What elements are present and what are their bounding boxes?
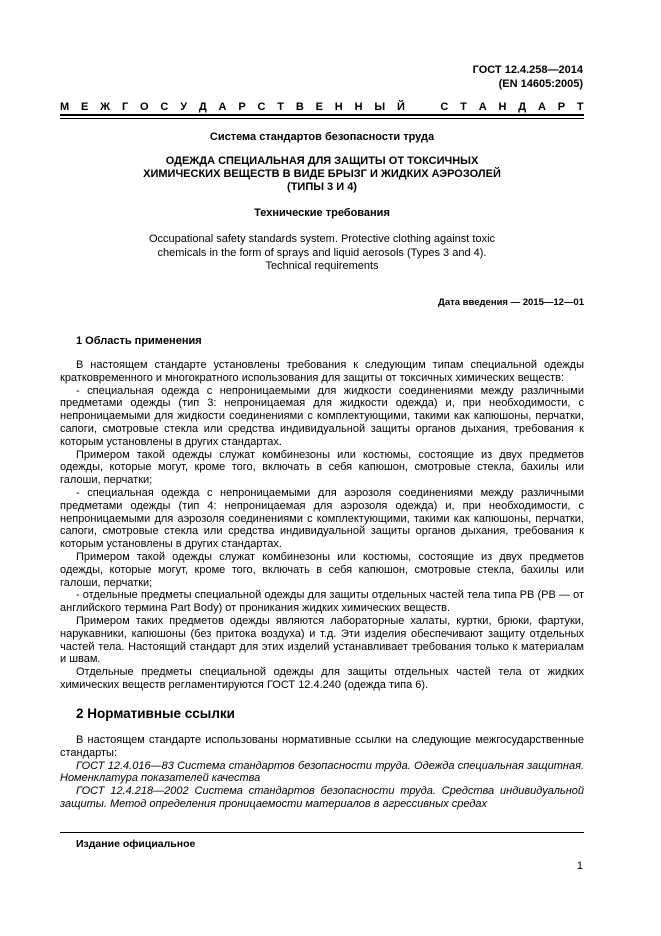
main-title-line: ОДЕЖДА СПЕЦИАЛЬНАЯ ДЛЯ ЗАЩИТЫ ОТ ТОКСИЧНЫХ (165, 155, 479, 167)
banner-letter: Ы (374, 101, 386, 113)
footer-rule (60, 832, 584, 833)
banner-letter: Т (277, 101, 285, 113)
main-title (60, 155, 584, 194)
section-2-body (60, 734, 584, 811)
banner-letter: А (537, 101, 546, 113)
standard-code: ГОСТ 12.4.258—2014 (472, 64, 583, 76)
banner-letter: Е (81, 101, 89, 113)
banner-letter: С (440, 101, 449, 113)
paragraph: В настоящем стандарте использованы нормативные ссылки на следующие межгосударственные стандарты: (60, 734, 584, 759)
banner-letter: Д (198, 101, 207, 113)
english-title-line: chemicals in the form of sprays and liquid aerosols (Types 3 and 4). (157, 246, 487, 259)
banner-letter: А (218, 101, 227, 113)
reference-item: ГОСТ 12.4.218—2002 Система стандартов безопасности труда. Средства индивидуальной защиты. Метод определения проницаемости материалов в агрессивных средах (60, 785, 584, 810)
paragraph: - специальная одежда с непроницаемыми для аэрозоля соединениями между различными предметами одежды (тип 4: непроницаемая для аэрозоля одежда) и, при необходимости, с непроницаемыми для аэрозоля соединениями с комплектующими, такими как капюшоны, перчатки, сапоги, смотровые стекла или средства индивидуальной защиты органов дыхания, требования к которым установлены в других стандартах. (60, 486, 584, 551)
introduction-date: Дата введения — 2015—12—01 (438, 297, 584, 308)
system-title: Система стандартов безопасности труда (209, 131, 435, 143)
english-title-line: Occupational safety standards system. Protective clothing against toxic (148, 233, 496, 245)
official-edition-label: Издание официальное (76, 838, 196, 850)
banner-letter: Ж (100, 101, 111, 113)
banner-letter: Г (121, 101, 129, 113)
banner-letter: Д (518, 101, 527, 113)
english-title-line: Technical requirements (265, 260, 379, 272)
reference-item: ГОСТ 12.4.016—83 Система стандартов безопасности труда. Одежда специальная защитная. Номенклатура показателей качества (60, 759, 584, 785)
page-number: 1 (576, 860, 583, 872)
banner-letter: А (478, 101, 487, 113)
banner-letter: М (60, 101, 70, 113)
section-2-heading: 2 Нормативные ссылки (76, 706, 235, 721)
banner-letter: Й (396, 101, 405, 113)
banner-letter: У (180, 101, 188, 113)
banner-letter: Р (238, 101, 246, 113)
header-rule-thin (60, 118, 584, 119)
paragraph: Отдельные предметы специальной одежды для защиты отдельных частей тела от жидких химических веществ регламентируются ГОСТ 12.4.240 (одежда типа 6). (60, 666, 584, 691)
interstate-standard-banner (60, 101, 584, 114)
banner-letter: О (140, 101, 149, 113)
banner-letter: Р (557, 101, 566, 113)
banner-letter: С (257, 101, 266, 113)
paragraph: Примером такой одежды служат комбинезоны или костюмы, состоящие из двух предметов одежды, которые могут, кроме того, включать в себя капюшон, смотровые стекла, бахилы или галоши, перчатки; (60, 448, 584, 487)
banner-letter: Н (334, 101, 343, 113)
section-1-body (60, 359, 584, 692)
subtitle: Технические требования (254, 207, 390, 219)
standard-designation (473, 63, 583, 91)
paragraph: Примером такой одежды служат комбинезоны или костюмы, состоящие из двух предметов одежды, которые могут, кроме того, включать в себя капюшон, смотровые стекла, бахилы или галоши, перчатки; (60, 550, 584, 589)
banner-letter: Е (315, 101, 323, 113)
banner-letter: Н (354, 101, 363, 113)
banner-letter: Т (576, 101, 584, 113)
paragraph: В настоящем стандарте установлены требования к следующим типам специальной одежды кратковременного и многократного использования для защиты от токсичных химических веществ: (60, 359, 584, 384)
standard-en-code: (EN 14605:2005) (498, 78, 583, 90)
banner-letter: Н (498, 101, 507, 113)
paragraph: - отдельные предметы специальной одежды для защиты отдельных частей тела типа PB (PB — от английского термина Part Body) от проникания жидких химических веществ. (60, 589, 584, 615)
paragraph: - специальная одежда с непроницаемыми для жидкости соединениями между различными предметами одежды (тип 3: непроницаемая для жидкости одежда) и, при необходимости, с непроницаемыми для жидкости соединениями с комплектующими, такими как капюшоны, перчатки, сапоги, смотровые стекла или средства индивидуальной защиты органов дыхания, требования к которым установлены в других стандартах. (60, 384, 584, 448)
main-title-line: ХИМИЧЕСКИХ ВЕЩЕСТВ В ВИДЕ БРЫЗГ И ЖИДКИХ АЭРОЗОЛЕЙ (143, 168, 501, 180)
banner-letter: С (160, 101, 169, 113)
banner-letter: В (295, 101, 304, 113)
section-1-heading: 1 Область применения (76, 335, 202, 347)
banner-letter: Т (460, 101, 467, 113)
header-rule-thick (60, 114, 584, 116)
main-title-line: (ТИПЫ 3 И 4) (287, 181, 357, 193)
english-title (60, 233, 584, 274)
paragraph: Примером таких предметов одежды являются лабораторные халаты, куртки, брюки, фартуки, нарукавники, капюшоны (без притока воздуха) и т.д. Эти изделия обеспечивают защиту отдельных частей тела. Настоящий стандарт для этих изделий устанавливает требования только к материалам и швам. (60, 614, 584, 666)
